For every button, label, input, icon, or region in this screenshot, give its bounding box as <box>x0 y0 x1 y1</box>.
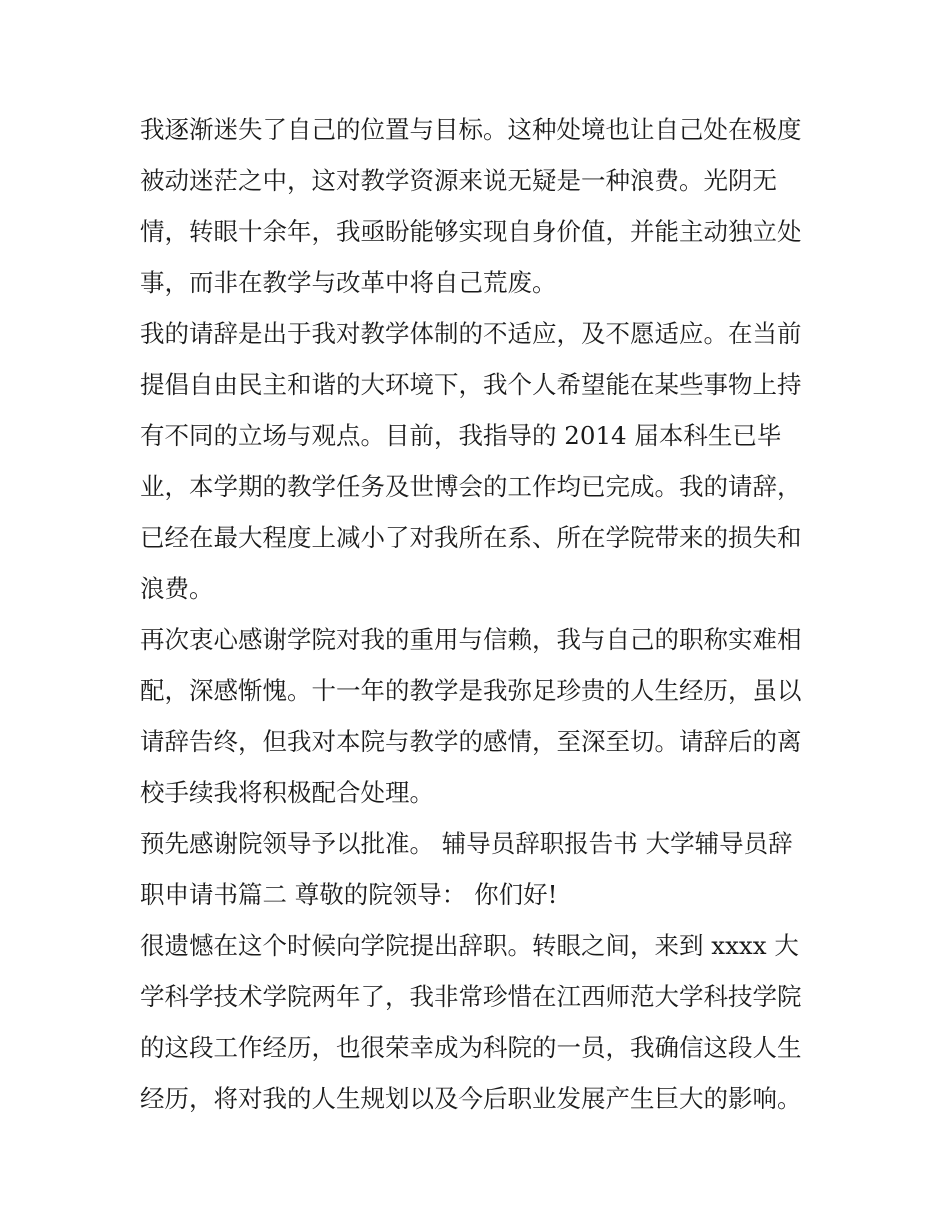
text-line: 业，本学期的教学任务及世博会的工作均已完成。我的请辞， <box>140 472 802 501</box>
text-line: 被动迷茫之中，这对教学资源来说无疑是一种浪费。光阴无 <box>140 166 777 195</box>
text-line: 学科学技术学院两年了，我非常珍惜在江西师范大学科技学院 <box>140 982 802 1011</box>
text-line: 提倡自由民主和谐的大环境下，我个人希望能在某些事物上持 <box>140 370 802 399</box>
text-line: 配，深感惭愧。十一年的教学是我弥足珍贵的人生经历，虽以 <box>140 676 802 705</box>
text-line: 事，而非在教学与改革中将自己荒废。 <box>140 268 557 297</box>
text-line: 预先感谢院领导予以批准。 辅导员辞职报告书 大学辅导员辞 <box>140 829 793 858</box>
text-line: 我逐渐迷失了自己的位置与目标。这种处境也让自己处在极度 <box>140 115 802 144</box>
text-line: 校手续我将积极配合处理。 <box>140 778 434 807</box>
text-line: 请辞告终，但我对本院与教学的感情，至深至切。请辞后的离 <box>140 727 802 756</box>
body-text <box>140 104 820 1124</box>
text-line: 职申请书篇二 尊敬的院领导： 你们好! <box>140 880 558 909</box>
text-line: 很遗憾在这个时候向学院提出辞职。转眼之间，来到 xxxx 大 <box>140 931 799 960</box>
text-line: 我的请辞是出于我对教学体制的不适应，及不愿适应。在当前 <box>140 319 802 348</box>
text-line: 情，转眼十余年，我亟盼能够实现自身价值，并能主动独立处 <box>140 217 802 246</box>
text-line: 再次衷心感谢学院对我的重用与信赖，我与自己的职称实难相 <box>140 625 802 654</box>
text-line: 有不同的立场与观点。目前，我指导的 2014 届本科生已毕 <box>140 421 782 450</box>
text-line: 已经在最大程度上减小了对我所在系、所在学院带来的损失和 <box>140 523 802 552</box>
text-line: 的这段工作经历，也很荣幸成为科院的一员，我确信这段人生 <box>140 1033 802 1062</box>
text-line: 浪费。 <box>140 574 214 603</box>
text-line: 经历，将对我的人生规划以及今后职业发展产生巨大的影响。 <box>140 1084 802 1113</box>
